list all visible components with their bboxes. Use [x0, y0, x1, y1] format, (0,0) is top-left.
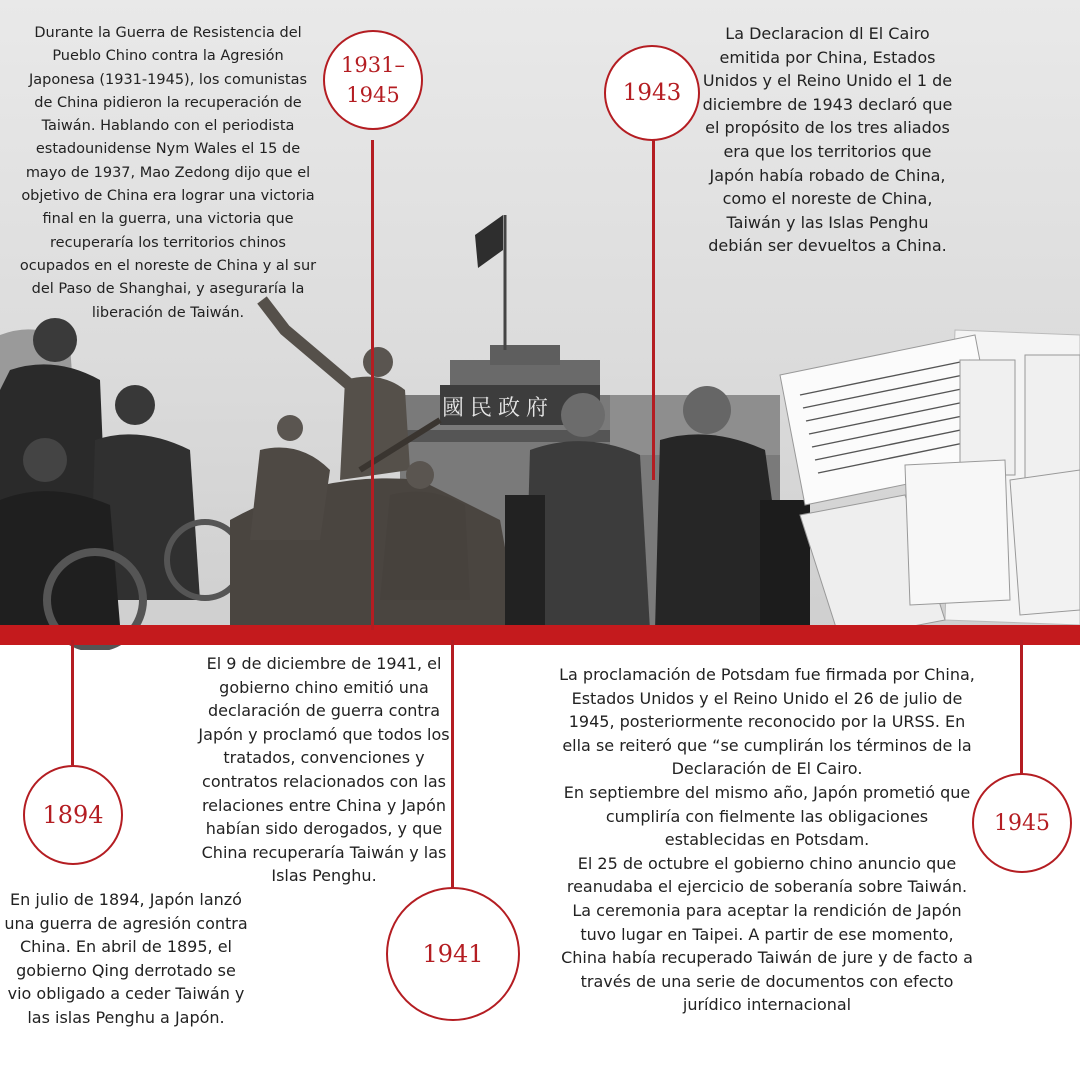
- connector-1894: [71, 640, 74, 765]
- text-1894: En julio de 1894, Japón lanzó una guerra de agresión contra China. En abril de 1895, el gobierno Qing derrotado se vio obligado a ceder Taiwán y las islas Penghu a Japón.: [4, 890, 248, 1027]
- qing-officials-figures: [0, 318, 243, 648]
- building-sign: 國民政府: [441, 396, 555, 421]
- timeline-bar: [0, 625, 1080, 645]
- year-label-1941: 1941: [422, 940, 484, 968]
- year-circle-1941: [386, 887, 520, 1021]
- text-1943: La Declaracion dl El Cairo emitida por China, Estados Unidos y el Reino Unido el 1 de diciembre de 1943 declaró que el propósito de los tres aliados era que los territorios que Japón había robado de China, como el noreste de China, Taiwán y las Islas Penghu debián ser devueltos a China.: [702, 24, 953, 256]
- text-1931-1945: Durante la Guerra de Resistencia del Pueblo Chino contra la Agresión Japonesa (1931-1945), los comunistas de China pidieron la recuperación de Taiwán. Hablando con el periodista estadounidense Nym Wales el 15 de mayo de 1937, Mao Zedong dijo que el objetivo de China era lograr una victoria final en la guerra, una victoria que recuperaría los territorios chinos ocupados en el noreste de China y al sur del Paso de Shanghai, y aseguraría la liberación de Taiwán.: [19, 25, 317, 321]
- declaration-documents: [780, 330, 1080, 640]
- year-label-1943: 1943: [622, 80, 682, 106]
- connector-1931: [371, 140, 374, 630]
- year-label-1894: 1894: [42, 801, 104, 829]
- year-circle-1894: [23, 765, 123, 865]
- year-label-1931: 1931– 1945: [341, 53, 405, 107]
- year-label-1945: 1945: [994, 810, 1050, 836]
- year-circle-1931: [323, 30, 423, 130]
- flag: [475, 215, 503, 268]
- year-circle-1945: [972, 773, 1072, 873]
- connector-1945: [1020, 640, 1023, 775]
- text-1945: La proclamación de Potsdam fue firmada por China, Estados Unidos y el Reino Unido el 26 de julio de 1945, posteriormente reconocido por la URSS. En ella se reiteró que “se cumplirán los términos de la Declaración de El Cairo. En septiembre del mismo año, Japón prometió que cumpliría con fielmente las obligaciones establecidas en Potsdam. El 25 de octubre el gobierno chino anuncio que reanudaba el ejercicio de soberanía sobre Taiwán. La ceremonia para aceptar la rendición de Japón tuvo lugar en Taipei. A partir de ese momento, China había recuperado Taiwán de jure y de facto a través de una serie de documentos con efecto jurídico internacional: [559, 665, 975, 1015]
- text-1941: El 9 de diciembre de 1941, el gobierno chino emitió una declaración de guerra contra Japón y proclamó que todos los tratados, convenciones y contratos relacionados con las relaciones entre China y Japón habían sido derogados, y que China recuperaría Taiwán y las Islas Penghu.: [198, 654, 450, 886]
- year-circle-1943: [604, 45, 700, 141]
- connector-1943: [652, 135, 655, 480]
